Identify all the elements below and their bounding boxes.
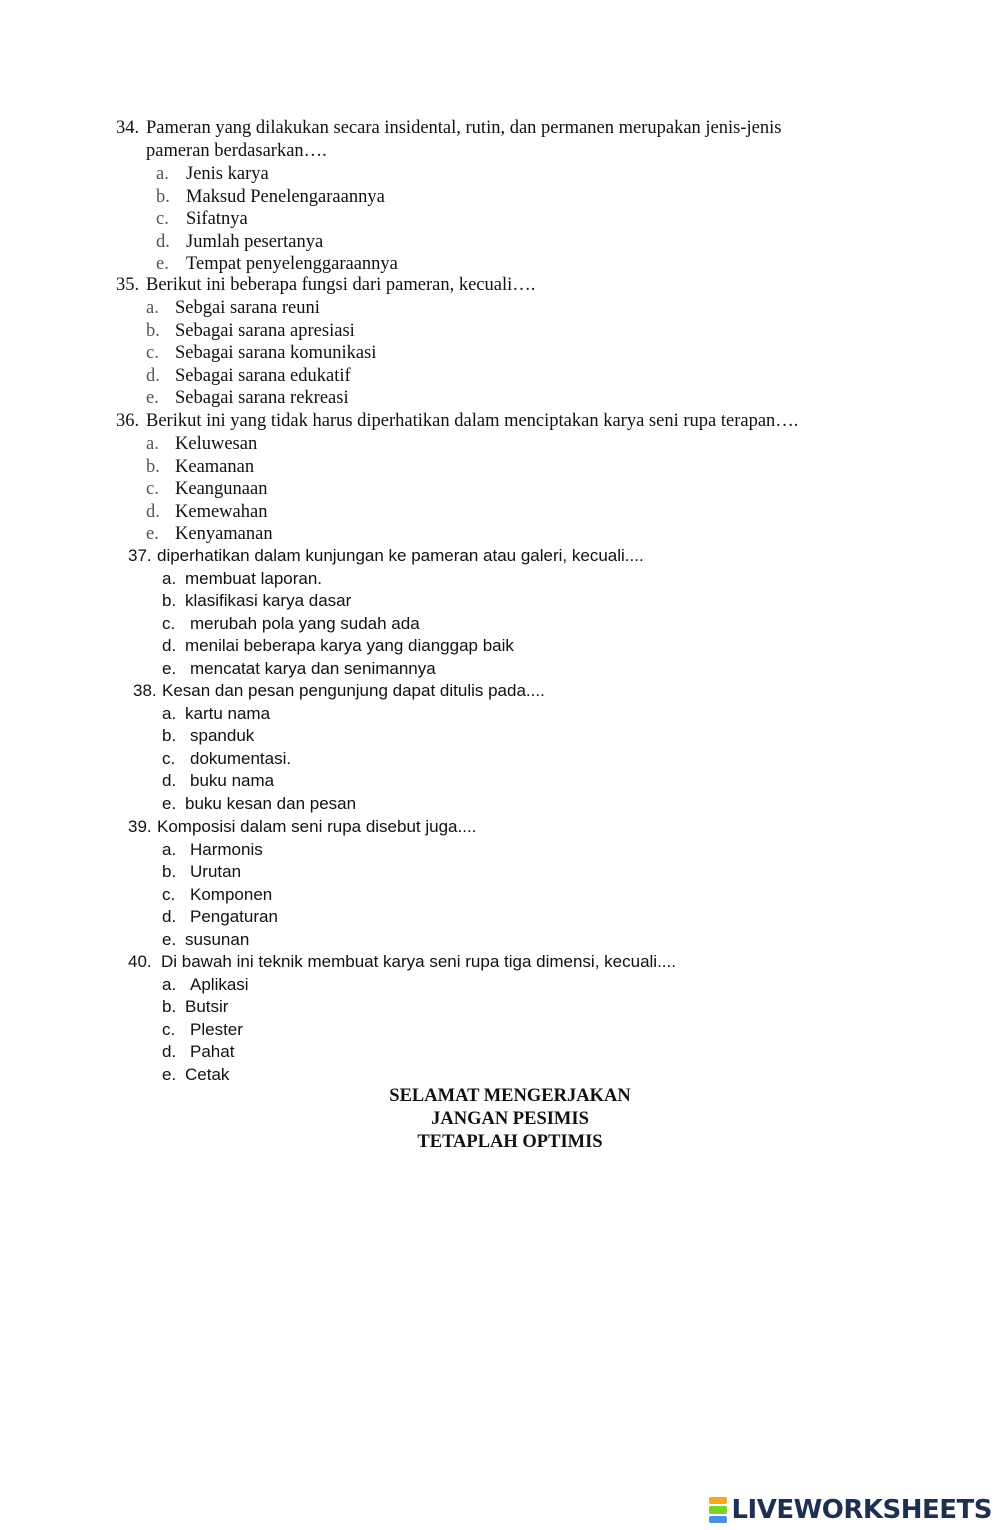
- option-text: Harmonis: [190, 839, 263, 859]
- option-a[interactable]: [162, 974, 676, 997]
- logo-block-blue: [709, 1516, 727, 1523]
- option-text: dokumentasi.: [190, 748, 292, 768]
- option-text: Keluwesan: [175, 434, 258, 454]
- options-list: [116, 297, 535, 410]
- option-d[interactable]: [156, 231, 781, 254]
- question-37: [128, 545, 644, 681]
- option-letter: e.: [162, 793, 177, 813]
- option-text: Butsir: [185, 997, 229, 1017]
- option-b[interactable]: [146, 320, 535, 343]
- question-34: [116, 117, 781, 276]
- option-b[interactable]: [162, 725, 545, 748]
- option-a[interactable]: [146, 297, 535, 320]
- question-40: [128, 951, 676, 1087]
- closing-line: SELAMAT MENGERJAKAN: [389, 1086, 631, 1106]
- option-e[interactable]: [162, 929, 476, 952]
- question-number: 35.: [116, 275, 140, 295]
- option-text: Sebagai sarana apresiasi: [175, 320, 355, 341]
- question-stem: [116, 274, 535, 297]
- option-letter: d.: [146, 501, 160, 522]
- option-letter: b.: [162, 726, 177, 746]
- option-a[interactable]: [146, 433, 798, 456]
- option-b[interactable]: [162, 590, 644, 613]
- option-letter: a.: [162, 568, 177, 588]
- options-list: [128, 974, 676, 1087]
- option-e[interactable]: [162, 793, 545, 816]
- options-list: [128, 568, 644, 681]
- option-e[interactable]: [146, 387, 535, 410]
- option-text: Jumlah pesertanya: [186, 231, 324, 252]
- option-text: Kemewahan: [175, 501, 268, 522]
- option-text: Pahat: [190, 1042, 235, 1062]
- logo-block-orange: [709, 1497, 727, 1504]
- logo-icon: [709, 1496, 727, 1524]
- question-text: Berikut ini beberapa fungsi dari pameran, kecuali….: [146, 275, 536, 295]
- option-d[interactable]: [162, 635, 644, 658]
- option-letter: c.: [162, 1019, 176, 1039]
- option-letter: a.: [146, 434, 159, 454]
- question-number: 34.: [116, 118, 140, 138]
- option-d[interactable]: [162, 1041, 676, 1064]
- question-text: Berikut ini yang tidak harus diperhatikan dalam menciptakan karya seni rupa terapan….: [146, 411, 799, 431]
- option-text: buku kesan dan pesan: [185, 793, 357, 813]
- question-number: 40.: [128, 952, 152, 971]
- question-35: [116, 274, 535, 410]
- option-letter: e.: [162, 658, 177, 678]
- question-number: 38.: [133, 681, 157, 700]
- question-stem: [133, 680, 545, 703]
- option-letter: e.: [162, 1064, 177, 1084]
- question-text: Pameran yang dilakukan secara insidental, rutin, dan permanen merupakan jenis-jenis: [146, 118, 782, 138]
- question-stem: [128, 816, 476, 839]
- option-c[interactable]: [162, 613, 644, 636]
- question-39: [128, 816, 476, 952]
- option-letter: a.: [162, 703, 177, 723]
- option-text: Sebagai sarana edukatif: [175, 365, 351, 386]
- option-text: Kenyamanan: [175, 524, 273, 545]
- option-b[interactable]: [156, 186, 781, 209]
- option-text: menilai beberapa karya yang dianggap baik: [185, 636, 514, 656]
- option-letter: c.: [162, 748, 176, 768]
- option-letter: d.: [146, 365, 160, 386]
- question-number: 39.: [128, 817, 152, 836]
- option-c[interactable]: [156, 208, 781, 231]
- option-a[interactable]: [162, 568, 644, 591]
- logo-block-green: [709, 1506, 727, 1513]
- option-text: Sifatnya: [186, 209, 248, 230]
- option-c[interactable]: [146, 478, 798, 501]
- option-text: klasifikasi karya dasar: [185, 591, 352, 611]
- question-stem: [116, 117, 781, 140]
- question-text: diperhatikan dalam kunjungan ke pameran atau galeri, kecuali....: [157, 546, 644, 565]
- option-letter: e.: [162, 929, 177, 949]
- option-a[interactable]: [162, 839, 476, 862]
- question-text: Di bawah ini teknik membuat karya seni rupa tiga dimensi, kecuali....: [161, 952, 676, 971]
- option-text: Pengaturan: [190, 907, 278, 927]
- option-b[interactable]: [146, 456, 798, 479]
- question-stem: [128, 545, 644, 568]
- closing-line: JANGAN PESIMIS: [431, 1109, 589, 1129]
- option-c[interactable]: [146, 342, 535, 365]
- option-letter: a.: [162, 839, 177, 859]
- question-number: 37.: [128, 546, 152, 565]
- question-text: Kesan dan pesan pengunjung dapat ditulis pada....: [162, 681, 545, 700]
- option-letter: d.: [162, 1042, 177, 1062]
- question-text: Komposisi dalam seni rupa disebut juga....: [157, 817, 477, 836]
- option-b[interactable]: [162, 996, 676, 1019]
- question-text: pameran berdasarkan….: [146, 141, 327, 161]
- option-c[interactable]: [162, 748, 545, 771]
- option-e[interactable]: [146, 523, 798, 546]
- option-letter: c.: [146, 479, 159, 500]
- option-text: Sebagai sarana komunikasi: [175, 343, 377, 364]
- option-text: Aplikasi: [190, 974, 249, 994]
- option-letter: c.: [146, 343, 159, 364]
- option-text: Maksud Penelengaraannya: [186, 186, 385, 207]
- option-d[interactable]: [146, 365, 535, 388]
- options-list: [133, 703, 545, 816]
- option-c[interactable]: [162, 1019, 676, 1042]
- option-text: merubah pola yang sudah ada: [190, 613, 420, 633]
- option-letter: a.: [162, 974, 177, 994]
- option-text: Cetak: [185, 1064, 230, 1084]
- option-text: Plester: [190, 1019, 243, 1039]
- option-d[interactable]: [162, 906, 476, 929]
- question-number: 36.: [116, 411, 140, 431]
- option-letter: b.: [146, 320, 160, 341]
- option-letter: b.: [162, 862, 177, 882]
- option-text: Keangunaan: [175, 479, 268, 500]
- option-letter: b.: [146, 456, 160, 477]
- options-list: [116, 433, 798, 546]
- closing-line: TETAPLAH OPTIMIS: [417, 1132, 603, 1152]
- option-text: kartu nama: [185, 703, 271, 723]
- closing-message: [0, 1085, 1000, 1154]
- option-letter: a.: [146, 298, 159, 318]
- option-letter: c.: [156, 209, 169, 230]
- option-text: Komponen: [190, 884, 273, 904]
- option-text: Sebagai sarana rekreasi: [175, 388, 349, 409]
- option-text: Tempat penyelenggaraannya: [186, 254, 398, 275]
- option-text: mencatat karya dan senimannya: [190, 658, 436, 678]
- option-text: susunan: [185, 929, 250, 949]
- question-38: [133, 680, 545, 816]
- question-stem: [116, 410, 798, 433]
- option-letter: a.: [156, 164, 169, 184]
- logo-text: LIVEWORKSHEETS: [731, 1495, 992, 1525]
- option-d[interactable]: [162, 770, 545, 793]
- option-letter: c.: [162, 884, 176, 904]
- option-e[interactable]: [156, 253, 781, 276]
- question-stem-continued: [116, 140, 781, 163]
- option-letter: e.: [156, 254, 169, 275]
- option-letter: e.: [146, 388, 159, 409]
- liveworksheets-logo: [709, 1494, 992, 1526]
- option-letter: e.: [146, 524, 159, 545]
- option-letter: d.: [162, 907, 177, 927]
- option-text: buku nama: [190, 771, 275, 791]
- option-b[interactable]: [162, 861, 476, 884]
- option-text: Sebgai sarana reuni: [175, 298, 320, 318]
- option-e[interactable]: [162, 658, 644, 681]
- question-stem: [128, 951, 676, 974]
- question-36: [116, 410, 798, 546]
- option-text: Urutan: [190, 862, 242, 882]
- options-list: [116, 163, 781, 276]
- option-d[interactable]: [146, 501, 798, 524]
- option-e[interactable]: [162, 1064, 676, 1087]
- option-letter: d.: [162, 771, 177, 791]
- option-letter: d.: [162, 636, 177, 656]
- option-text: Jenis karya: [186, 164, 269, 184]
- option-text: spanduk: [190, 726, 255, 746]
- option-text: Keamanan: [175, 456, 255, 477]
- options-list: [128, 839, 476, 952]
- option-a[interactable]: [156, 163, 781, 186]
- option-letter: b.: [156, 186, 170, 207]
- option-letter: c.: [162, 613, 176, 633]
- option-c[interactable]: [162, 884, 476, 907]
- option-letter: b.: [162, 997, 177, 1017]
- option-letter: d.: [156, 231, 170, 252]
- option-a[interactable]: [162, 703, 545, 726]
- option-text: membuat laporan.: [185, 568, 323, 588]
- option-letter: b.: [162, 591, 177, 611]
